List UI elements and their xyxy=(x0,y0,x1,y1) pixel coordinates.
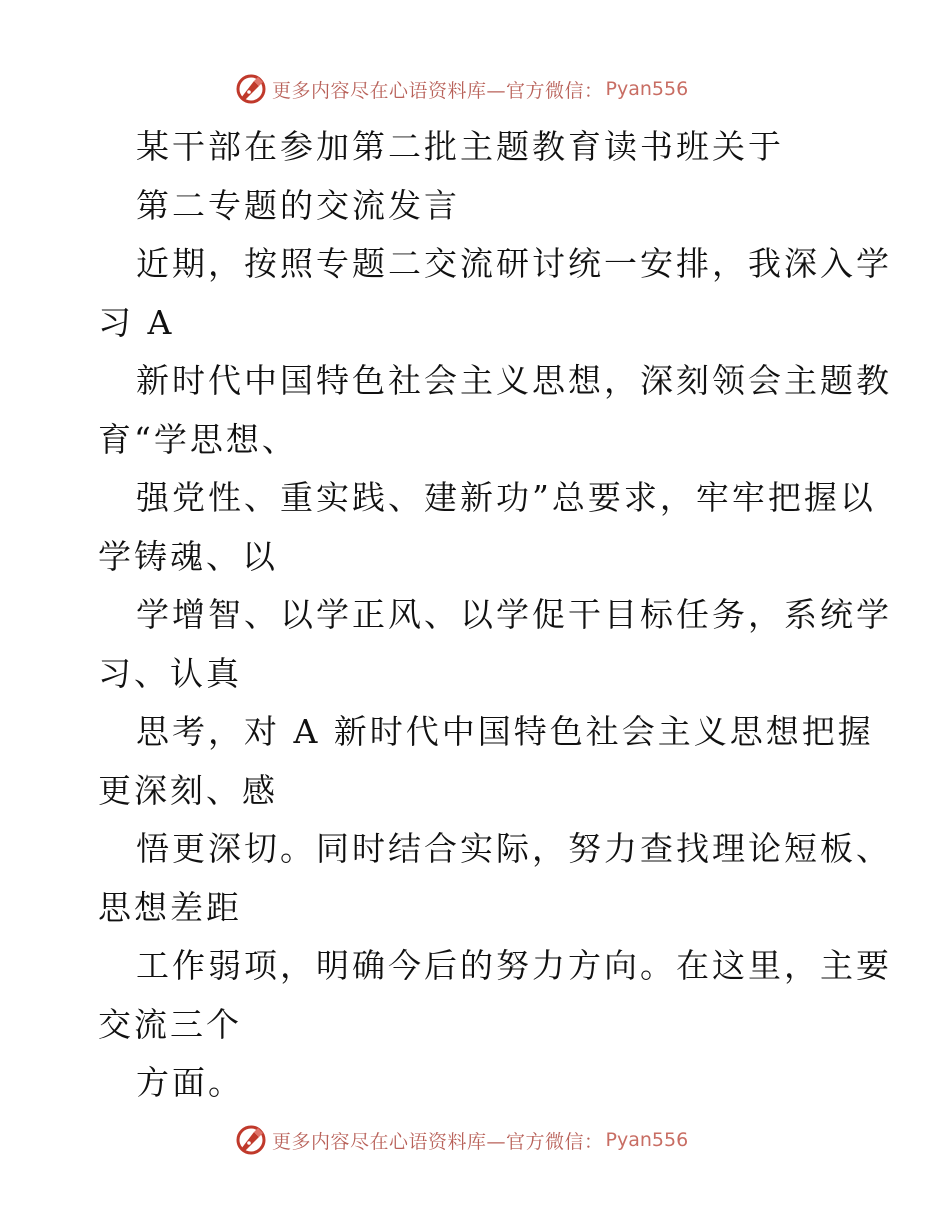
paragraph-line: 近期，按照专题二交流研讨统一安排，我深入学 xyxy=(136,244,892,283)
document-body xyxy=(98,118,892,1113)
paragraph-line: 工作弱项，明确今后的努力方向。在这里，主要 xyxy=(136,946,892,985)
paragraph-line: 交流三个 xyxy=(98,1004,242,1044)
watermark-footer xyxy=(234,1123,688,1157)
watermark-text: 更多内容尽在心语资料库—官方微信： xyxy=(272,79,604,102)
paragraph-line: 悟更深切。同时结合实际，努力查找理论短板、 xyxy=(136,829,892,868)
paragraph-line: 方面。 xyxy=(136,1063,244,1102)
paragraph-line: 新时代中国特色社会主义思想，深刻领会主题教 xyxy=(136,361,892,400)
title-line-2: 第二专题的交流发言 xyxy=(136,185,460,225)
paragraph-line: 思考，对 A 新时代中国特色社会主义思想把握 xyxy=(136,712,874,751)
pen-nib-logo xyxy=(234,72,268,106)
paragraph-line: 育“学思想、 xyxy=(98,419,298,459)
watermark-text: 更多内容尽在心语资料库—官方微信： xyxy=(272,1130,604,1153)
watermark-wechat-id: Pyan556 xyxy=(605,78,689,100)
pen-nib-logo xyxy=(234,1123,268,1157)
paragraph-line: 思想差距 xyxy=(98,887,242,927)
paragraph-line: 更深刻、感 xyxy=(98,770,278,810)
watermark-wechat-id: Pyan556 xyxy=(605,1129,689,1151)
paragraph-line: 习、认真 xyxy=(98,653,242,693)
paragraph-line: 学铸魂、以 xyxy=(98,536,278,576)
paragraph-line: 习 A xyxy=(98,302,175,342)
paragraph-line: 学增智、以学正风、以学促干目标任务，系统学 xyxy=(136,595,892,634)
watermark-header xyxy=(234,72,688,106)
paragraph-line: 强党性、重实践、建新功”总要求，牢牢把握以 xyxy=(136,478,876,517)
title-line-1: 某干部在参加第二批主题教育读书班关于 xyxy=(136,127,784,166)
